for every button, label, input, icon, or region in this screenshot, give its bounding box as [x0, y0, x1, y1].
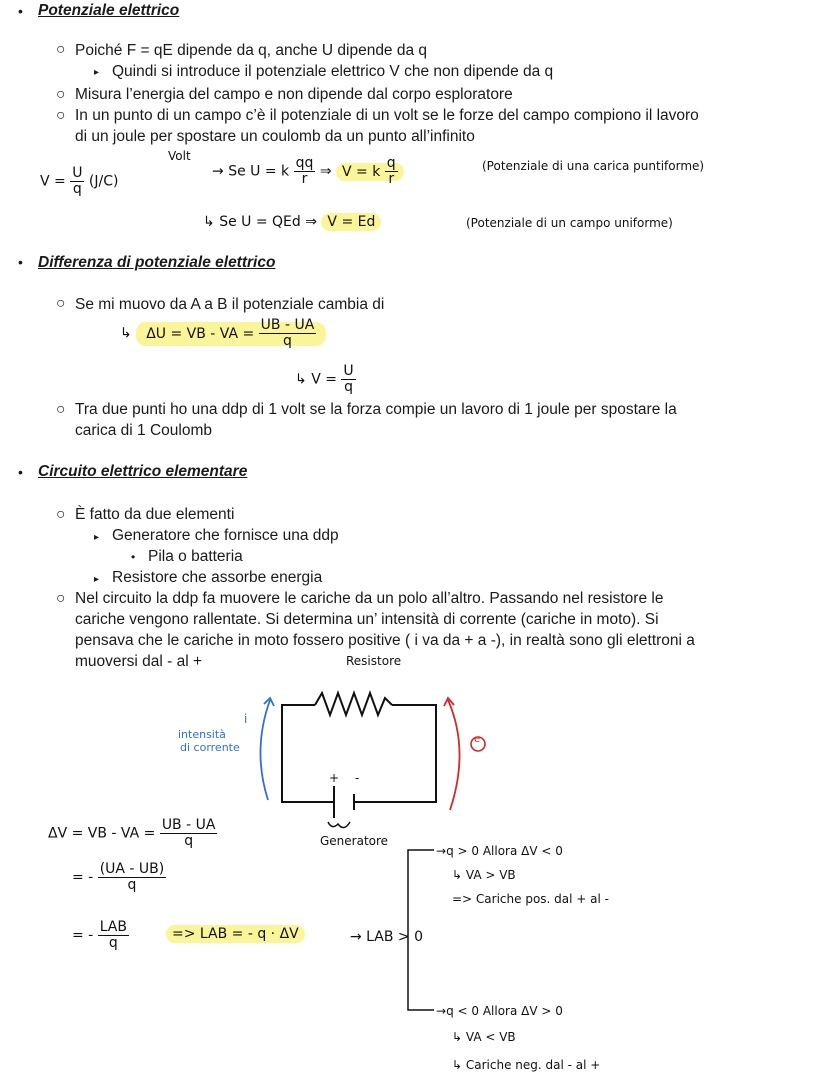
formula-dv-2: = - $\frac{(UA - UB)}{q}$ [72, 861, 165, 893]
intensita-label: intensità [178, 728, 226, 741]
text-line: In un punto di un campo c’è il potenziale di un volt se le forze del campo compiono il lavoro [75, 107, 699, 124]
text-line: cariche vengono rallentate. Si determina un’ intensità di corrente (cariche in moto). Si [75, 611, 659, 628]
resistore-label: Resistore [346, 654, 402, 668]
text-line: Pila o batteria [148, 548, 243, 565]
case-1-line-1: →q > 0 Allora ΔV < 0 [436, 844, 563, 858]
uniform-note: (Potenziale di un campo uniforme) [466, 216, 673, 230]
bullet: • [18, 254, 23, 270]
electron-label: e [474, 734, 481, 745]
text-line: Resistore che assorbe energia [112, 569, 323, 586]
sub-sub-bullet: ▸ [94, 67, 100, 78]
sub-bullet: ○ [56, 590, 66, 607]
sub-bullet: ○ [56, 107, 66, 124]
text-line: È fatto da due elementi [75, 506, 235, 523]
lab-positive: → LAB > 0 [350, 929, 424, 945]
text-line: Generatore che fornisce una ddp [112, 527, 339, 544]
formula-v-u-q: ↳ V = $\frac{U}{q}$ [295, 363, 354, 395]
sub-bullet: ○ [56, 506, 66, 523]
formula-dv: ΔV = VB - VA = $\frac{UB - UA}{q}$ [48, 817, 216, 849]
formula-uniform: ↳ Se U = QEd ⇒ V = Ed [203, 214, 381, 230]
text-line: pensava che le cariche in moto fossero positive ( i va da + a -), in realtà sono gli elettroni a [75, 632, 695, 649]
text-line: carica di 1 Coulomb [75, 422, 212, 439]
current-i-label: i [244, 712, 248, 726]
formula-v: V = $\frac{U}{q}$ (J/C) [40, 165, 119, 197]
section-title: Differenza di potenziale elettrico [38, 254, 276, 271]
text-line: Nel circuito la ddp fa muovere le cariche da un polo all’altro. Passando nel resistore le [75, 590, 664, 607]
section-title: Circuito elettrico elementare [38, 463, 248, 480]
text-line: Poiché F = qE dipende da q, anche U dipende da q [75, 42, 428, 59]
plus-label: + [329, 771, 340, 785]
text-line: muoversi dal - al + [75, 653, 203, 670]
sub-sub-bullet: ▸ [94, 532, 100, 543]
case-1-line-2: ↳ VA > VB [452, 868, 516, 882]
formula-dv-3: = - $\frac{\text{LAB}}{q}$ [72, 919, 127, 951]
bullet: • [18, 3, 23, 19]
text-line: Tra due punti ho una ddp di 1 volt se la forza compie un lavoro di 1 joule per spostare la [75, 401, 677, 418]
case-1-line-3: => Cariche pos. dal + al - [452, 892, 609, 906]
formula-point: → Se U = k $\frac{qq}{r}$ ⇒ V = k $\frac{q}{r}$ [212, 156, 404, 187]
sub-bullet: ○ [56, 401, 66, 418]
case-2-line-1: →q < 0 Allora ΔV > 0 [436, 1004, 563, 1018]
sub-sub-bullet: ▸ [94, 574, 100, 585]
case-2-line-2: ↳ VA < VB [452, 1030, 516, 1044]
formula-lab: => LAB = - q · ΔV [166, 926, 305, 942]
bullet: • [18, 464, 23, 480]
text-line: di un joule per spostare un coulomb da un punto all’infinito [75, 128, 475, 145]
case-bracket [400, 840, 440, 1020]
text-line: Quindi si introduce il potenziale elettrico V che non dipende da q [112, 63, 554, 80]
section-title: Potenziale elettrico [38, 2, 180, 19]
level3-bullet: • [131, 550, 136, 564]
sub-bullet: ○ [56, 86, 66, 103]
sub-bullet: ○ [56, 41, 66, 58]
corrente-label: di corrente [180, 741, 240, 754]
text-line: Misura l’energia del campo e non dipende dal corpo esploratore [75, 86, 513, 103]
sub-bullet: ○ [56, 295, 66, 312]
formula-ddp: ↳ ΔU = VB - VA = $\frac{UB - UA}{q}$ [120, 318, 326, 349]
generatore-label: Generatore [320, 834, 389, 848]
minus-label: - [355, 771, 360, 785]
text-line: Se mi muovo da A a B il potenziale cambia di [75, 296, 385, 313]
point-charge-note: (Potenziale di una carica puntiforme) [482, 159, 705, 173]
case-2-line-3: ↳ Cariche neg. dal - al + [452, 1058, 601, 1072]
volt-label: Volt [168, 149, 191, 163]
